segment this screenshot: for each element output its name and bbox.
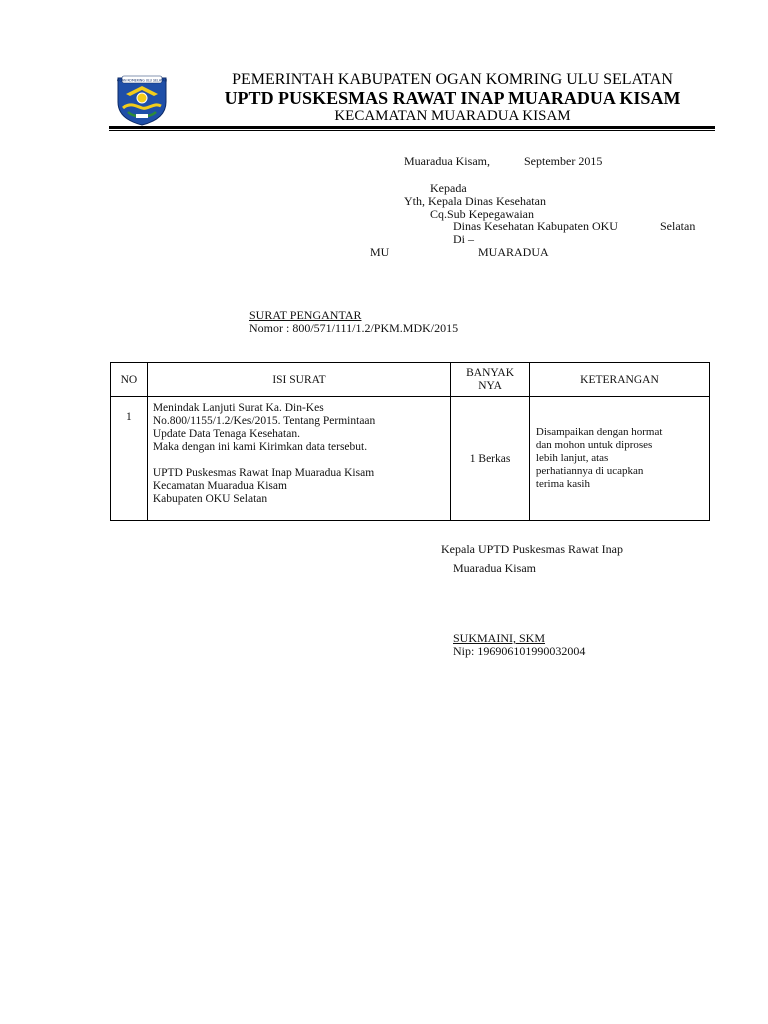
recipient-di: Di –	[453, 232, 474, 246]
signatory-name: SUKMAINI, SKM	[453, 631, 546, 645]
row-isi-surat	[147, 397, 450, 521]
regency-logo	[114, 72, 170, 126]
header-keterangan: KETERANGAN	[529, 363, 709, 397]
header-rule-thick	[109, 126, 715, 129]
header-institution: UPTD PUSKESMAS RAWAT INAP MUARADUA KISAM	[224, 88, 681, 108]
recipient-city: MUARADUA	[478, 245, 549, 259]
isi-line: Kecamatan Muaradua Kisam	[152, 480, 287, 492]
logo-banner-text: OGAN KOMERING ULU SELATAN	[116, 78, 168, 83]
header-no: NO	[111, 363, 148, 397]
keterangan-line: perhatiannya di ucapkan	[535, 465, 644, 477]
isi-line: UPTD Puskesmas Rawat Inap Muaradua Kisam	[152, 467, 375, 479]
keterangan-line: terima kasih	[535, 478, 590, 490]
letter-table	[110, 362, 710, 521]
row-number: 1	[111, 397, 148, 521]
row-keterangan	[529, 397, 709, 521]
letter-title: SURAT PENGANTAR	[249, 308, 362, 322]
header-banyaknya	[451, 363, 530, 397]
keterangan-line: lebih lanjut, atas	[535, 452, 609, 464]
isi-line: Maka dengan ini kami Kirimkan data tersebut.	[152, 441, 368, 453]
isi-line: Kabupaten OKU Selatan	[152, 493, 268, 505]
header-isi-surat: ISI SURAT	[147, 363, 450, 397]
header-rule-thin	[109, 130, 715, 131]
table-header-row	[111, 363, 710, 397]
keterangan-line: dan mohon untuk diproses	[535, 439, 653, 451]
recipient-kepada: Kepada	[430, 181, 467, 195]
signatory-location: Muaradua Kisam	[453, 561, 536, 575]
isi-line: No.800/1155/1.2/Kes/2015. Tentang Permintaan	[152, 415, 376, 427]
table-row	[111, 397, 710, 521]
keterangan-line: Disampaikan dengan hormat	[535, 426, 663, 438]
recipient-yth: Yth, Kepala Dinas Kesehatan	[404, 194, 546, 208]
isi-spacer	[153, 454, 450, 467]
recipient-selatan: Selatan	[660, 219, 696, 233]
recipient-mu: MU	[370, 245, 390, 259]
signatory-nip: Nip: 196906101990032004	[453, 644, 586, 658]
header-district: KECAMATAN MUARADUA KISAM	[334, 108, 571, 124]
recipient-dinas: Dinas Kesehatan Kabupaten OKU	[453, 219, 618, 233]
place: Muaradua Kisam,	[404, 154, 490, 168]
recipient-cq: Cq.Sub Kepegawaian	[430, 207, 534, 221]
isi-line: Update Data Tenaga Kesehatan.	[152, 428, 300, 440]
signatory-position: Kepala UPTD Puskesmas Rawat Inap	[441, 542, 623, 556]
header-government: PEMERINTAH KABUPATEN OGAN KOMRING ULU SELATAN	[232, 71, 673, 88]
header-banyaknya-line2: NYA	[478, 379, 502, 392]
row-banyaknya: 1 Berkas	[451, 397, 530, 521]
date: September 2015	[524, 154, 603, 168]
letter-number: Nomor : 800/571/111/1.2/PKM.MDK/2015	[249, 321, 459, 335]
header-banyaknya-line1: BANYAK	[466, 366, 515, 379]
isi-line: Menindak Lanjuti Surat Ka. Din-Kes	[152, 402, 324, 414]
